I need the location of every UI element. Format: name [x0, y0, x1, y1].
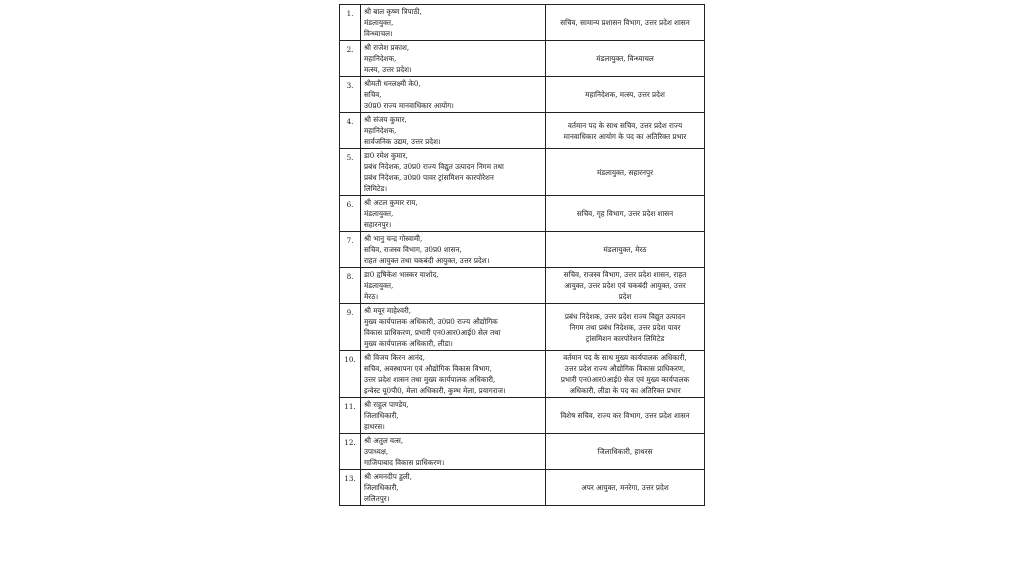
- officer-line: जिलाधिकारी,: [364, 483, 399, 492]
- officer-line: इन्वेस्ट यू0पी0, मेला अधिकारी, कुम्भ मेला, प्रयागराज।: [364, 386, 506, 395]
- row-number: 13.: [340, 470, 361, 506]
- new-posting: [546, 351, 705, 398]
- officer-line: श्री अतुल वत्स,: [364, 436, 404, 445]
- officer-current-post: [361, 5, 546, 41]
- posting-line: प्रबंध निदेशक, उत्तर प्रदेश राज्य विद्युत उत्पादन: [564, 311, 686, 321]
- row-number: 5.: [340, 149, 361, 196]
- row-number: 8.: [340, 268, 361, 304]
- officer-line: जिलाधिकारी,: [364, 411, 399, 420]
- new-posting: [546, 5, 705, 41]
- posting-line: अपर आयुक्त, मनरेगा, उत्तर प्रदेश: [581, 483, 669, 492]
- officer-line: महानिदेशक,: [364, 54, 397, 63]
- posting-line: मंडलायुक्त, सहारनपुर: [596, 167, 654, 177]
- officer-current-post: [361, 232, 546, 268]
- officer-line: सहारनपुर।: [364, 220, 392, 229]
- officer-line: प्रबंध निदेशक, उ0प्र0 पावर ट्रांसमिशन कारपोरेशन: [364, 173, 494, 182]
- new-posting: [546, 113, 705, 149]
- officer-current-post: [361, 304, 546, 351]
- table-row: [340, 41, 705, 77]
- posting-line: निगम तथा प्रबंध निदेशक, उत्तर प्रदेश पावर: [569, 322, 681, 332]
- table-row: [340, 398, 705, 434]
- officer-line: श्री राहुल पाण्डेय,: [364, 400, 409, 409]
- posting-line: प्रदेश: [618, 292, 632, 301]
- row-number: 11.: [340, 398, 361, 434]
- officer-line: महानिदेशक,: [364, 126, 397, 135]
- officer-current-post: [361, 196, 546, 232]
- officer-line: श्री विजय किरन आनंद,: [364, 353, 425, 362]
- officer-line: विकास प्राधिकरण, प्रभारी एन0आर0आई0 सेल तथा: [364, 328, 501, 337]
- officer-line: सार्वजनिक उद्यम, उत्तर प्रदेश।: [364, 137, 441, 146]
- row-number: 6.: [340, 196, 361, 232]
- officer-current-post: [361, 77, 546, 113]
- officer-current-post: [361, 41, 546, 77]
- officer-line: मंडलायुक्त,: [364, 18, 394, 27]
- posting-line: उत्तर प्रदेश राज्य औद्योगिक विकास प्राधिकरण,: [564, 364, 686, 373]
- posting-line: आयुक्त, उत्तर प्रदेश एवं चकबंदी आयुक्त, उत्तर: [564, 281, 686, 290]
- officer-line: मंडलायुक्त,: [364, 209, 394, 218]
- row-number: 10.: [340, 351, 361, 398]
- officer-line: हाथरस।: [364, 422, 385, 431]
- officer-line: श्री भानु चन्द्र गोस्वामी,: [364, 234, 423, 243]
- posting-line: मानवाधिकार आयोग के पद का अतिरिक्त प्रभार: [563, 131, 687, 141]
- row-number: 2.: [340, 41, 361, 77]
- officer-current-post: [361, 351, 546, 398]
- officer-current-post: [361, 113, 546, 149]
- officer-line: मुख्य कार्यपालक अधिकारी, लीडा।: [364, 339, 453, 348]
- officer-current-post: [361, 149, 546, 196]
- new-posting: [546, 232, 705, 268]
- posting-line: सचिव, सामान्य प्रशासन विभाग, उत्तर प्रदेश शासन: [560, 18, 690, 27]
- row-number: 4.: [340, 113, 361, 149]
- row-number: 12.: [340, 434, 361, 470]
- table-row: [340, 77, 705, 113]
- officer-line: गाजियाबाद विकास प्राधिकरण।: [364, 458, 445, 467]
- transfer-table: [339, 4, 705, 506]
- table-row: [340, 196, 705, 232]
- officer-line: श्री अमनदीप डुली,: [364, 472, 412, 481]
- posting-line: वर्तमान पद के साथ सचिव, उत्तर प्रदेश राज्य: [567, 120, 683, 130]
- posting-line: सचिव, गृह विभाग, उत्तर प्रदेश शासन: [576, 209, 674, 218]
- officer-line: श्रीमती धनलक्ष्मी के0,: [364, 79, 421, 88]
- new-posting: [546, 398, 705, 434]
- posting-line: विशेष सचिव, राज्य कर विभाग, उत्तर प्रदेश शासन: [560, 411, 690, 420]
- table-row: [340, 113, 705, 149]
- row-number: 7.: [340, 232, 361, 268]
- table-row: [340, 351, 705, 398]
- posting-line: महानिदेशक, मत्स्य, उत्तर प्रदेश: [585, 90, 665, 99]
- new-posting: [546, 196, 705, 232]
- officer-line: डा0 रमेश कुमार,: [364, 151, 408, 160]
- new-posting: [546, 149, 705, 196]
- new-posting: [546, 41, 705, 77]
- posting-line: अधिकारी, लीडा के पद का अतिरिक्त प्रभार: [569, 386, 681, 395]
- posting-line: वर्तमान पद के साथ मुख्य कार्यपालक अधिकारी,: [563, 353, 687, 362]
- officer-current-post: [361, 434, 546, 470]
- officer-line: श्री अटल कुमार राय,: [364, 198, 418, 207]
- officer-line: लिमिटेड।: [364, 184, 388, 193]
- officer-line: उत्तर प्रदेश शासन तथा मुख्य कार्यपालक अधिकारी,: [364, 375, 496, 384]
- table-row: [340, 268, 705, 304]
- table-row: [340, 434, 705, 470]
- posting-line: प्रभारी एन0आर0आई0 सेल एवं मुख्य कार्यपालक: [560, 375, 690, 384]
- new-posting: [546, 304, 705, 351]
- officer-line: मेरठ।: [364, 292, 379, 301]
- officer-line: ललितपुर।: [364, 494, 390, 503]
- posting-line: मंडलायुक्त, विन्ध्याचल: [596, 54, 654, 63]
- new-posting: [546, 268, 705, 304]
- table-row: [340, 470, 705, 506]
- officer-line: उ0प्र0 राज्य मानवाधिकार आयोग।: [364, 101, 454, 110]
- officer-line: श्री बाल कृष्ण त्रिपाठी,: [364, 7, 422, 16]
- officer-line: उपाध्यक्ष,: [364, 447, 389, 456]
- officer-line: श्री राजेश प्रकाश,: [364, 43, 410, 52]
- table-body: [340, 5, 705, 506]
- officer-line: राहत आयुक्त तथा चकबंदी आयुक्त, उत्तर प्रदेश।: [364, 256, 490, 265]
- officer-line: श्री मयूर माहेश्वरी,: [364, 306, 412, 315]
- posting-line: जिलाधिकारी, हाथरस: [597, 447, 653, 456]
- row-number: 1.: [340, 5, 361, 41]
- new-posting: [546, 77, 705, 113]
- officer-line: डा0 हृषिकेश भास्कर याशोद,: [364, 270, 439, 279]
- new-posting: [546, 434, 705, 470]
- officer-line: प्रबंध निदेशक, उ0प्र0 राज्य विद्युत उत्पादन निगम तथा: [364, 162, 504, 171]
- new-posting: [546, 470, 705, 506]
- officer-current-post: [361, 470, 546, 506]
- posting-line: ट्रांसमिशन कारपोरेशन लिमिटेड: [585, 333, 665, 343]
- officer-line: सचिव, राजस्व विभाग, उ0प्र0 शासन,: [364, 245, 462, 254]
- officer-current-post: [361, 268, 546, 304]
- officer-current-post: [361, 398, 546, 434]
- officer-line: श्री संजय कुमार,: [364, 115, 407, 124]
- officer-line: विन्ध्याचल।: [364, 29, 393, 38]
- table-row: [340, 149, 705, 196]
- table-row: [340, 5, 705, 41]
- officer-line: मत्स्य, उत्तर प्रदेश।: [364, 65, 412, 74]
- table-row: [340, 304, 705, 351]
- posting-line: मंडलायुक्त, मेरठ: [603, 245, 647, 254]
- officer-line: सचिव,: [364, 90, 382, 99]
- posting-line: सचिव, राजस्व विभाग, उत्तर प्रदेश शासन, राहत: [563, 270, 687, 279]
- officer-line: मुख्य कार्यपालक अधिकारी, उ0प्र0 राज्य औद्योगिक: [364, 317, 498, 326]
- row-number: 9.: [340, 304, 361, 351]
- table-row: [340, 232, 705, 268]
- officer-line: सचिव, अवस्थापना एवं औद्योगिक विकास विभाग,: [364, 364, 492, 373]
- officer-line: मंडलायुक्त,: [364, 281, 394, 290]
- row-number: 3.: [340, 77, 361, 113]
- document-page: [339, 4, 705, 506]
